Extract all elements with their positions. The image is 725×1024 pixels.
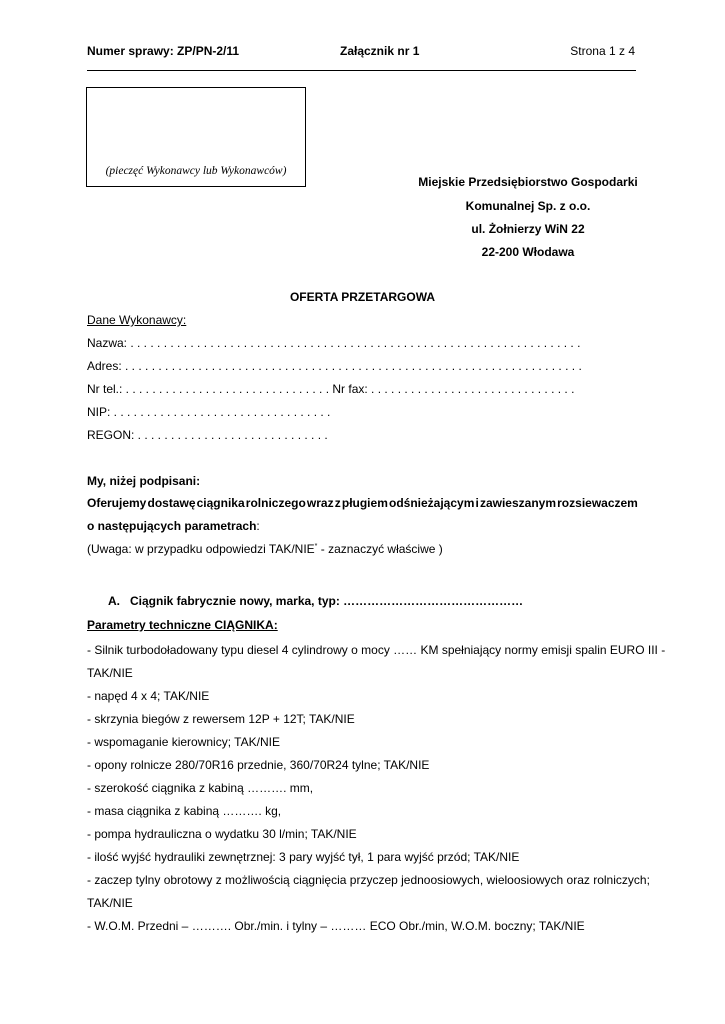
contractor-name-field: Nazwa: . . . . . . . . . . . . . . . . . . . . . . . . . . . . . . . . . . . . . . . . . . . . . . . . . . . . . . . . . . . . . . . . . . . . — [87, 336, 581, 350]
offer-word: Oferujemy — [87, 496, 147, 510]
param-line: - masa ciągnika z kabiną ………. kg, — [87, 804, 282, 818]
param-line: - napęd 4 x 4; TAK/NIE — [87, 689, 210, 703]
param-line: - zaczep tylny obrotowy z możliwością ciągnięcia przyczep jednoosiowych, wieloosiowych oraz rolniczych; — [87, 873, 650, 887]
note-asterisk: * — [314, 543, 318, 550]
section-a-text: Ciągnik fabrycznie nowy, marka, typ: ……………………………………… — [130, 594, 524, 608]
offer-line-2-colon: : — [256, 519, 260, 533]
param-line: - W.O.M. Przedni – ………. Obr./min. i tylny – ……… ECO Obr./min, W.O.M. boczny; TAK/NIE — [87, 919, 585, 933]
offer-word: wraz — [306, 496, 334, 510]
param-line: - pompa hydrauliczna o wydatku 30 l/min; TAK/NIE — [87, 827, 357, 841]
attachment-label: Załącznik nr 1 — [340, 44, 420, 58]
param-line: - ilość wyjść hydrauliki zewnętrznej: 3 pary wyjść tył, 1 para wyjść przód; TAK/NIE — [87, 850, 520, 864]
document-title: OFERTA PRZETARGOWA — [289, 290, 436, 304]
contractor-heading: Dane Wykonawcy: — [87, 313, 187, 327]
recipient-line-2: Komunalnej Sp. z o.o. — [465, 199, 591, 213]
recipient-line-4: 22-200 Włodawa — [481, 245, 575, 259]
section-a-label: A. — [108, 594, 120, 608]
param-line: TAK/NIE — [87, 896, 133, 910]
offer-line-2 — [87, 519, 260, 533]
header-divider — [87, 70, 636, 71]
params-heading: Parametry techniczne CIĄGNIKA: — [87, 618, 278, 632]
offer-word: dostawę — [147, 496, 196, 510]
note-text-end: - zaznaczyć właściwe ) — [317, 542, 443, 556]
offer-word: rozsiewaczem — [557, 496, 638, 510]
param-line: - szerokość ciągnika z kabiną ………. mm, — [87, 781, 314, 795]
param-line: - Silnik turbodoładowany typu diesel 4 cylindrowy o mocy …… KM spełniający normy emisji spalin EURO III - — [87, 643, 666, 657]
offer-line-1 — [87, 496, 638, 510]
offer-word: rolniczego — [245, 496, 306, 510]
contractor-address-field: Adres: . . . . . . . . . . . . . . . . . . . . . . . . . . . . . . . . . . . . . . . . . . . . . . . . . . . . . . . . . . . . . . . . . . . . . — [87, 359, 582, 373]
offer-word: pługiem — [341, 496, 388, 510]
offer-word: odśnieżającym — [389, 496, 475, 510]
offer-word: ciągnika — [196, 496, 245, 510]
param-line: TAK/NIE — [87, 666, 133, 680]
param-line: - wspomaganie kierownicy; TAK/NIE — [87, 735, 280, 749]
case-number: Numer sprawy: ZP/PN-2/11 — [87, 44, 240, 58]
stamp-caption: (pieczęć Wykonawcy lub Wykonawców) — [105, 165, 287, 177]
offer-word: i — [475, 496, 479, 510]
answer-note — [87, 542, 443, 556]
stamp-box — [86, 87, 306, 187]
param-line: - skrzynia biegów z rewersem 12P + 12T; TAK/NIE — [87, 712, 355, 726]
offer-word: zawieszanym — [479, 496, 557, 510]
signatories-heading: My, niżej podpisani: — [87, 474, 201, 488]
contractor-nip-field: NIP: . . . . . . . . . . . . . . . . . . . . . . . . . . . . . . . . . — [87, 405, 331, 419]
recipient-line-3: ul. Żołnierzy WiN 22 — [471, 222, 585, 236]
param-line: - opony rolnicze 280/70R16 przednie, 360/70R24 tylne; TAK/NIE — [87, 758, 430, 772]
page-number: Strona 1 z 4 — [570, 44, 635, 58]
recipient-line-1: Miejskie Przedsiębiorstwo Gospodarki — [418, 175, 638, 189]
offer-word: z — [334, 496, 341, 510]
offer-line-2-text: o następujących parametrach — [87, 519, 257, 533]
note-text: (Uwaga: w przypadku odpowiedzi TAK/NIE — [87, 542, 315, 556]
contractor-phone-fax-field: Nr tel.: . . . . . . . . . . . . . . . . . . . . . . . . . . . . . . . Nr fax: . . . . . . . . . . . . . . . . . . . . . . . . . . . . . . . — [87, 382, 575, 396]
contractor-regon-field: REGON: . . . . . . . . . . . . . . . . . . . . . . . . . . . . . — [87, 428, 328, 442]
